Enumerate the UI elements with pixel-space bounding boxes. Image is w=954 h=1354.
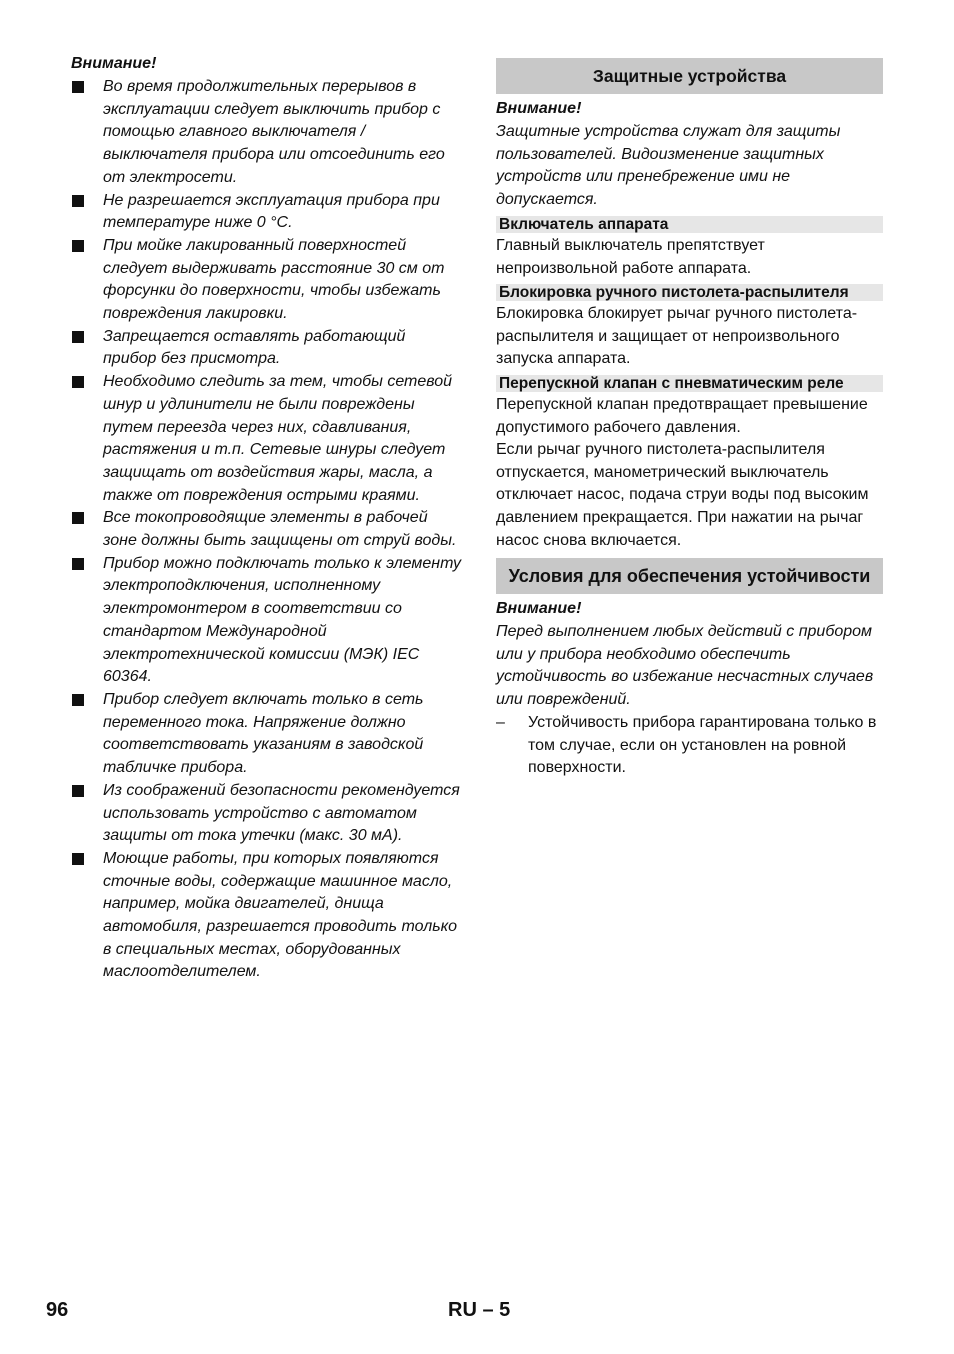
square-bullet-icon [72, 195, 84, 207]
bypass-valve-text: Перепускной клапан предотвращает превышение допустимого рабочего давления. [496, 396, 868, 436]
square-bullet-icon [72, 694, 84, 706]
dash-bullet: – [496, 714, 505, 731]
stability-item-text: Устойчивость прибора гарантирована только в том случае, если он установлен на ровной поверхности. [528, 714, 877, 777]
list-item: Запрещается оставлять работающий прибор без присмотра. [71, 326, 463, 371]
square-bullet-icon [72, 512, 84, 524]
warning-label: Внимание! [496, 100, 582, 117]
warning-label: Внимание! [496, 600, 582, 617]
subheading-bypass-valve: Перепускной клапан с пневматическим реле [496, 375, 883, 392]
bypass-valve-text-2: Если рычаг ручного пистолета-распылителя отпускается, манометрический выключатель отключает насос, подача струи воды под высоким давлением прекращается. При нажатии на рычаг насос снова включается. [496, 441, 869, 549]
square-bullet-icon [72, 240, 84, 252]
list-item: Из соображений безопасности рекомендуется использовать устройство с автоматом защиты от тока утечки (макс. 30 мА). [71, 780, 463, 848]
section-heading-stability: Условия для обеспечения устойчивости [496, 558, 883, 594]
square-bullet-icon [72, 376, 84, 388]
gun-lock-text: Блокировка блокирует рычаг ручного пистолета-распылителя и защищает от непроизвольного запуска аппарата. [496, 305, 858, 368]
list-item: При мойке лакированный поверхностей следует выдерживать расстояние 30 см от форсунки до поверхности, чтобы избежать повреждения лакировки. [71, 235, 463, 326]
list-item: Все токопроводящие элементы в рабочей зоне должны быть защищены от струй воды. [71, 507, 463, 552]
list-item: Во время продолжительных перерывов в эксплуатации следует выключить прибор с помощью главного выключателя / выключателя прибора или отсоединить его от электросети. [71, 76, 463, 190]
square-bullet-icon [72, 81, 84, 93]
square-bullet-icon [72, 853, 84, 865]
page-number: 96 [46, 1299, 69, 1321]
device-switch-text: Главный выключатель препятствует непроизвольной работе аппарата. [496, 237, 765, 277]
safety-notes-list [71, 76, 463, 984]
section-heading-safety-devices: Защитные устройства [496, 58, 883, 94]
square-bullet-icon [72, 558, 84, 570]
list-item [496, 712, 883, 780]
list-item: Прибор можно подключать только к элементу электроподключения, исполненному электромонтером в соответствии со стандартом Международной электротехнической комиссии (МЭК) IEC 60364. [71, 553, 463, 689]
list-item: Прибор следует включать только в сеть переменного тока. Напряжение должно соответствовать указаниям в заводской табличке прибора. [71, 689, 463, 780]
safety-intro-text: Защитные устройства служат для защиты пользователей. Видоизменение защитных устройств или пренебрежение ими не допускается. [496, 123, 841, 209]
stability-intro-text: Перед выполнением любых действий с прибором или у прибора необходимо обеспечить устойчивость во избежание несчастных случаев или повреждений. [496, 623, 874, 709]
subheading-device-switch: Включатель аппарата [496, 216, 883, 233]
square-bullet-icon [72, 331, 84, 343]
list-item: Необходимо следить за тем, чтобы сетевой шнур и удлинители не были повреждены путем переезда через них, сдавливания, растяжения и т.п. Сетевые шнуры следует защищать от воздействия жары, масла, а также от повреждения острыми краями. [71, 371, 463, 507]
list-item: Моющие работы, при которых появляются сточные воды, содержащие машинное масло, например, мойка двигателей, днища автомобиля, разрешается проводить только в специальных местах, оборудованных маслоотделителем. [71, 848, 463, 984]
warning-label: Внимание! [71, 55, 157, 72]
section-code: RU – 5 [448, 1299, 511, 1321]
list-item: Не разрешается эксплуатация прибора при температуре ниже 0 °С. [71, 190, 463, 235]
subheading-gun-lock: Блокировка ручного пистолета-распылителя [496, 284, 883, 301]
square-bullet-icon [72, 785, 84, 797]
